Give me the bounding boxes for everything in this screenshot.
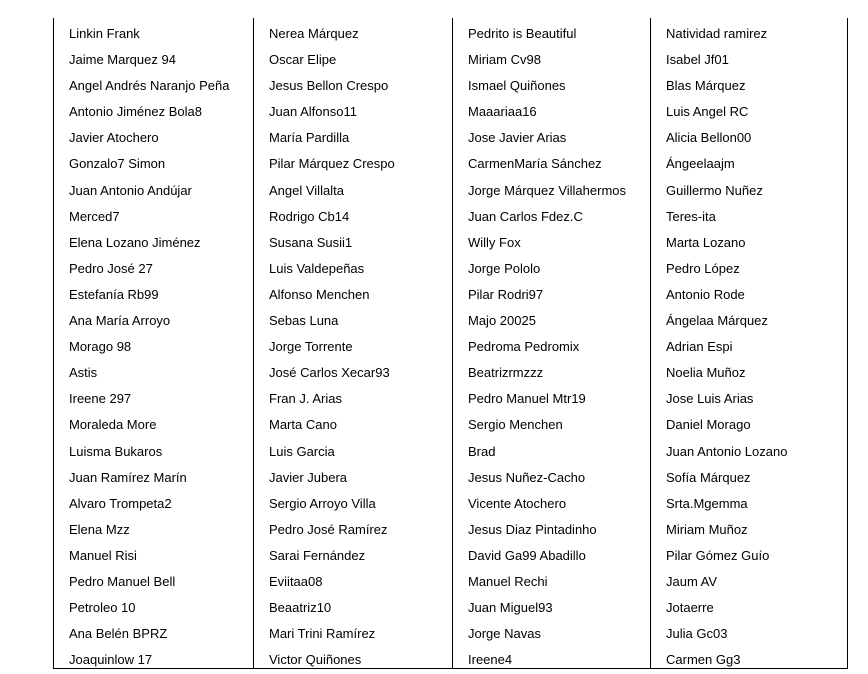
names-column-2 [253, 18, 452, 668]
names-table [53, 18, 848, 669]
name-entry: Manuel Risi [69, 547, 137, 563]
name-entry: CarmenMaría Sánchez [468, 156, 602, 172]
name-entry: Antonio Jiménez Bola8 [69, 104, 202, 120]
name-entry: Ana María Arroyo [69, 313, 171, 329]
name-entry: Jorge Márquez Villahermos [468, 182, 626, 198]
name-entry: Jaum AV [666, 573, 718, 589]
name-entry: Antonio Rode [666, 286, 745, 302]
name-entry: Jose Luis Arias [666, 391, 754, 407]
name-entry: Pedro José Ramírez [269, 521, 388, 537]
name-entry: Luis Angel RC [666, 104, 749, 120]
name-entry: Pedro José 27 [69, 260, 153, 276]
name-entry: Ireene4 [468, 652, 513, 668]
name-entry: Pedro López [666, 260, 740, 276]
names-column-4 [650, 18, 849, 668]
name-entry: Carmen Gg3 [666, 652, 741, 668]
name-entry: Juan Antonio Lozano [666, 443, 788, 459]
name-entry: Manuel Rechi [468, 573, 548, 589]
name-entry: Luis Garcia [269, 443, 335, 459]
name-entry: Jesus Bellon Crespo [269, 78, 389, 94]
name-entry: Sarai Fernández [269, 547, 366, 563]
name-entry: Noelia Muñoz [666, 365, 746, 381]
name-entry: Javier Atochero [69, 130, 159, 146]
name-entry: Luis Valdepeñas [269, 260, 365, 276]
name-entry: Juan Carlos Fdez.C [468, 208, 583, 224]
name-entry: Jaime Marquez 94 [69, 52, 176, 68]
name-entry: Sergio Menchen [468, 417, 563, 433]
name-entry: Srta.Mgemma [666, 495, 748, 511]
name-entry: Jesus Nuñez-Cacho [468, 469, 586, 485]
name-entry: Alvaro Trompeta2 [69, 495, 172, 511]
name-entry: Sofía Márquez [666, 469, 751, 485]
name-entry: Sebas Luna [269, 313, 339, 329]
name-entry: Fran J. Arias [269, 391, 342, 407]
name-entry: Susana Susii1 [269, 234, 353, 250]
name-entry: Angel Andrés Naranjo Peña [69, 78, 230, 94]
name-entry: Eviitaa08 [269, 573, 323, 589]
name-entry: Daniel Morago [666, 417, 751, 433]
name-entry: Elena Mzz [69, 521, 130, 537]
name-entry: Majo 20025 [468, 313, 536, 329]
name-entry: Astis [69, 365, 98, 381]
name-entry: Ana Belén BPRZ [69, 626, 168, 642]
name-entry: Beatrizrmzzz [468, 365, 544, 381]
name-entry: Juan Antonio Andújar [69, 182, 192, 198]
name-entry: Pilar Gómez Guío [666, 547, 770, 563]
name-entry: Willy Fox [468, 234, 521, 250]
name-entry: Merced7 [69, 208, 120, 224]
name-entry: Jotaerre [666, 600, 714, 616]
name-entry: Joaquinlow 17 [69, 652, 153, 668]
name-entry: Angel Villalta [269, 182, 344, 198]
name-entry: Jose Javier Arias [468, 130, 567, 146]
name-entry: Linkin Frank [69, 26, 140, 41]
name-entry: Rodrigo Cb14 [269, 208, 350, 224]
name-entry: Jorge Torrente [269, 339, 353, 355]
name-entry: Victor Quiñones [269, 652, 362, 668]
name-entry: Morago 98 [69, 339, 132, 355]
names-column-1 [54, 18, 253, 668]
name-entry: Miriam Cv98 [468, 52, 541, 68]
names-column-3 [452, 18, 650, 668]
name-entry: Natividad ramirez [666, 26, 768, 41]
name-entry: Pedrito is Beautiful [468, 26, 577, 41]
name-entry: Juan Miguel93 [468, 600, 553, 616]
name-entry: Marta Lozano [666, 234, 746, 250]
name-entry: Miriam Muñoz [666, 521, 748, 537]
name-entry: Isabel Jf01 [666, 52, 729, 68]
name-entry: Juan Alfonso11 [269, 104, 357, 120]
name-entry: Mari Trini Ramírez [269, 626, 376, 642]
name-entry: Teres-ita [666, 208, 716, 224]
name-entry: Estefanía Rb99 [69, 286, 159, 302]
name-entry: Blas Márquez [666, 78, 746, 94]
name-entry: María Pardilla [269, 130, 350, 146]
name-entry: Ángelaa Márquez [666, 313, 768, 329]
name-entry: Juan Ramírez Marín [69, 469, 187, 485]
name-entry: Moraleda More [69, 417, 157, 433]
name-entry: Alfonso Menchen [269, 286, 370, 302]
name-entry: Sergio Arroyo Villa [269, 495, 376, 511]
name-entry: Luisma Bukaros [69, 443, 163, 459]
name-entry: Nerea Márquez [269, 26, 359, 41]
name-entry: José Carlos Xecar93 [269, 365, 390, 381]
name-entry: Jorge Navas [468, 626, 541, 642]
name-entry: Javier Jubera [269, 469, 348, 485]
name-entry: David Ga99 Abadillo [468, 547, 586, 563]
name-entry: Ismael Quiñones [468, 78, 566, 94]
name-entry: Pedroma Pedromix [468, 339, 580, 355]
name-entry: Jorge Pololo [468, 260, 541, 276]
name-entry: Pilar Rodri97 [468, 286, 544, 302]
name-entry: Brad [468, 443, 496, 459]
name-entry: Gonzalo7 Simon [69, 156, 166, 172]
name-entry: Marta Cano [269, 417, 337, 433]
name-entry: Pilar Márquez Crespo [269, 156, 395, 172]
name-entry: Pedro Manuel Mtr19 [468, 391, 586, 407]
name-entry: Elena Lozano Jiménez [69, 234, 201, 250]
name-entry: Ángeelaajm [666, 156, 735, 172]
name-entry: Maaariaa16 [468, 104, 537, 120]
name-entry: Guillermo Nuñez [666, 182, 763, 198]
name-entry: Alicia Bellon00 [666, 130, 752, 146]
name-entry: Beaatriz10 [269, 600, 332, 616]
name-entry: Julia Gc03 [666, 626, 728, 642]
name-entry: Jesus Diaz Pintadinho [468, 521, 597, 537]
name-entry: Adrian Espi [666, 339, 733, 355]
name-entry: Vicente Atochero [468, 495, 567, 511]
name-entry: Pedro Manuel Bell [69, 573, 176, 589]
name-entry: Petroleo 10 [69, 600, 136, 616]
name-entry: Ireene 297 [69, 391, 132, 407]
name-entry: Oscar Elipe [269, 52, 337, 68]
